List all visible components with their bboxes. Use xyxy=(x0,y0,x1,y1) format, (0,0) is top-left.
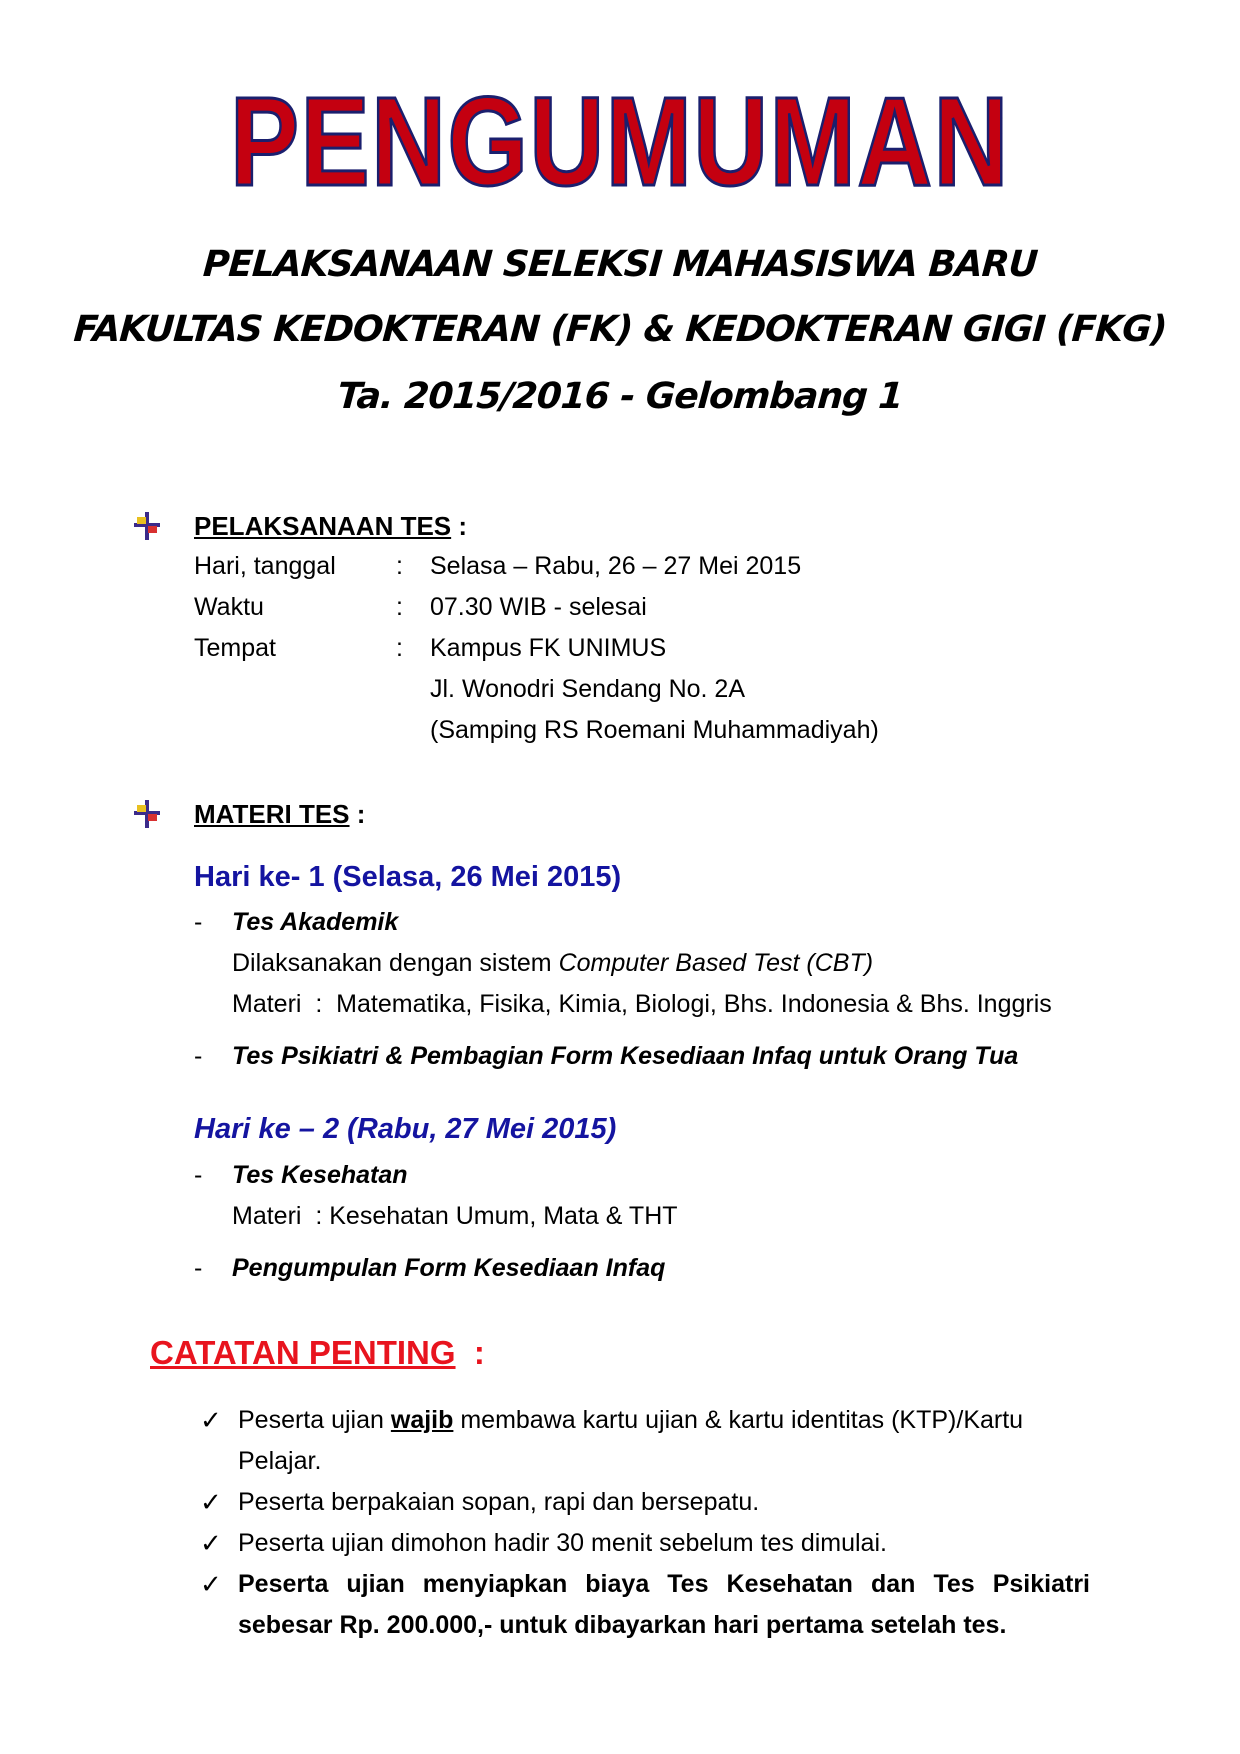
catatan-heading-text: CATATAN PENTING xyxy=(150,1334,456,1371)
materi-heading-text: MATERI TES xyxy=(194,799,350,829)
address-line-2: (Samping RS Roemani Muhammadiyah) xyxy=(430,716,879,744)
pelaksanaan-heading xyxy=(194,508,467,544)
list-dash: - xyxy=(194,1254,203,1282)
subtitle-line-3: Ta. 2015/2016 - Gelombang 1 xyxy=(336,376,904,417)
day-1-item-1-title: Tes Akademik xyxy=(232,908,399,936)
row-value: Kampus FK UNIMUS xyxy=(430,634,667,662)
row-label: Hari, tanggal xyxy=(194,552,336,580)
row-label: Waktu xyxy=(194,593,264,621)
day-1-item-2-title: Tes Psikiatri & Pembagian Form Kesediaan Infaq untuk Orang Tua xyxy=(232,1042,1019,1070)
materi-heading-colon: : xyxy=(349,799,366,829)
day-2-item-2-title: Pengumpulan Form Kesediaan Infaq xyxy=(232,1254,666,1282)
catatan-heading-colon: : xyxy=(455,1334,485,1371)
materi-heading xyxy=(194,796,365,832)
page-title: PENGUMUMAN xyxy=(230,71,1010,212)
note-1 xyxy=(238,1400,1090,1482)
row-colon: : xyxy=(396,593,403,621)
day-2-item-1-line-1: Materi : Kesehatan Umum, Mata & THT xyxy=(232,1202,678,1230)
list-dash: - xyxy=(194,1161,203,1189)
subtitle-line-1: PELAKSANAAN SELEKSI MAHASISWA BARU xyxy=(201,244,1039,285)
row-value: 07.30 WIB - selesai xyxy=(430,593,647,621)
cbt-italic: Computer Based Test (CBT) xyxy=(558,949,874,977)
row-colon: : xyxy=(396,634,403,662)
checkmark-icon: ✓ xyxy=(200,1405,222,1435)
day-2-item-1-title: Tes Kesehatan xyxy=(232,1161,408,1189)
note-2: Peserta berpakaian sopan, rapi dan bersepatu. xyxy=(238,1488,760,1516)
day-2-title: Hari ke – 2 (Rabu, 27 Mei 2015) xyxy=(194,1113,617,1145)
bullet-icon xyxy=(132,800,162,828)
subtitle-line-2: FAKULTAS KEDOKTERAN (FK) & KEDOKTERAN GIGI (FKG) xyxy=(72,309,1168,350)
note-1-wajib: wajib xyxy=(390,1406,454,1434)
pelaksanaan-heading-text: PELAKSANAAN TES xyxy=(194,511,452,541)
checkmark-icon: ✓ xyxy=(200,1487,222,1517)
list-dash: - xyxy=(194,1042,203,1070)
day-1-title: Hari ke- 1 (Selasa, 26 Mei 2015) xyxy=(194,861,622,893)
pelaksanaan-heading-colon: : xyxy=(451,511,468,541)
row-label: Tempat xyxy=(194,634,276,662)
note-1-c: membawa kartu ujian & kartu identitas (KTP)/Kartu Pelajar. xyxy=(238,1406,1024,1475)
checkmark-icon: ✓ xyxy=(200,1569,222,1599)
bullet-icon xyxy=(132,512,162,540)
note-4: Peserta ujian menyiapkan biaya Tes Kesehatan dan Tes Psikiatri sebesar Rp. 200.000,- untuk dibayarkan hari pertama setelah tes. xyxy=(238,1570,1090,1639)
cbt-prefix: Dilaksanakan dengan sistem xyxy=(232,949,559,977)
catatan-heading xyxy=(150,1331,485,1375)
list-dash: - xyxy=(194,908,203,936)
row-colon: : xyxy=(396,552,403,580)
note-1-a: Peserta ujian xyxy=(238,1406,391,1434)
checkmark-icon: ✓ xyxy=(200,1528,222,1558)
day-1-item-1-line-1 xyxy=(232,945,873,981)
day-1-item-1-line-2: Materi : Matematika, Fisika, Kimia, Biologi, Bhs. Indonesia & Bhs. Inggris xyxy=(232,990,1052,1018)
note-3: Peserta ujian dimohon hadir 30 menit sebelum tes dimulai. xyxy=(238,1529,887,1557)
row-value: Selasa – Rabu, 26 – 27 Mei 2015 xyxy=(430,552,802,580)
address-line-1: Jl. Wonodri Sendang No. 2A xyxy=(430,675,746,703)
